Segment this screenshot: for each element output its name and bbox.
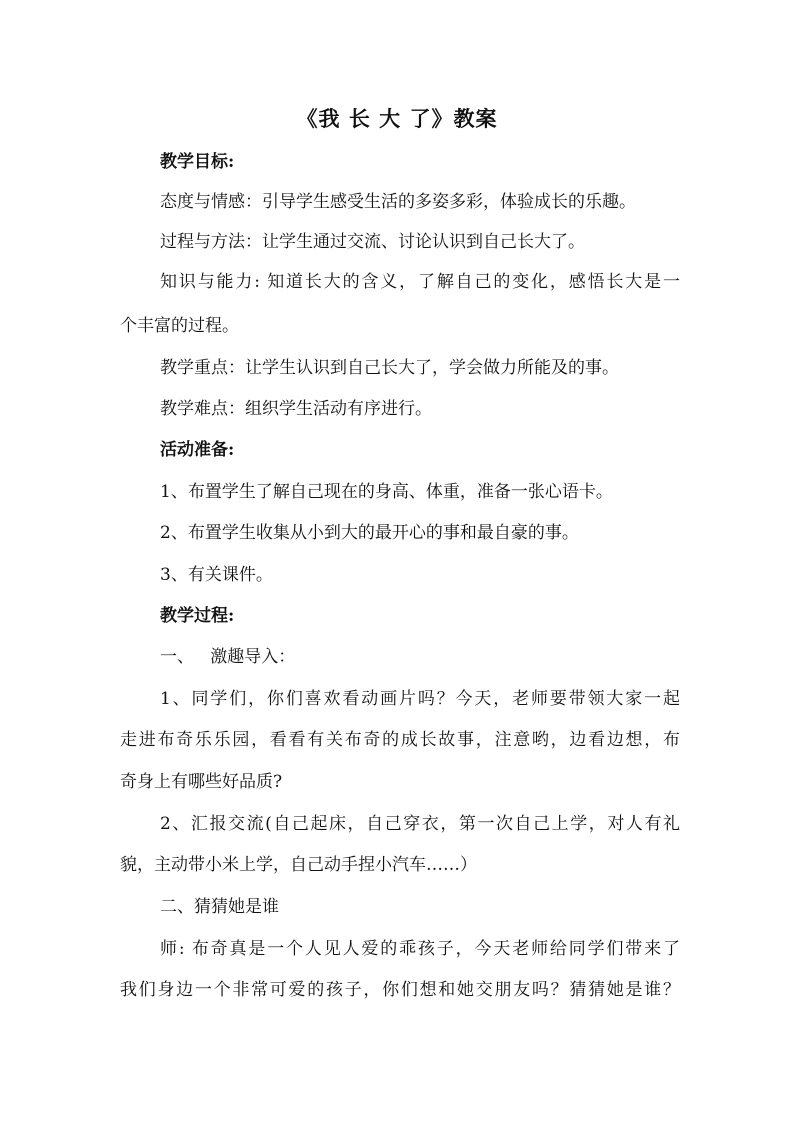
s1-item2-line2: 貌，主动带小米上学，自己动手捏小汽车……） [120,855,477,875]
prep-item: 2、布置学生收集从小到大的最开心的事和最自豪的事。 [160,523,579,543]
s1-item1-line3: 奇身上有哪些好品质? [120,772,283,792]
prep-item: 3、有关课件。 [160,565,273,585]
objectives-heading: 教学目标: [160,152,235,172]
objective-knowledge-line1: 知识与能力: 知道长大的含义，了解自己的变化，感悟长大是一 [160,272,680,292]
s2-para-line2: 我们身边一个非常可爱的孩子，你们想和她交朋友吗？猜猜她是谁？ [120,980,680,1000]
section2-heading: 二、猜猜她是谁 [160,897,279,917]
s1-item2-line1: 2、汇报交流(自己起床，自己穿衣，第一次自己上学，对人有礼 [160,814,680,834]
difficulty: 教学难点：组织学生活动有序进行。 [160,399,432,419]
prep-item: 1、布置学生了解自己现在的身高、体重，准备一张心语卡。 [160,482,613,502]
key-point: 教学重点：让学生认识到自己长大了，学会做力所能及的事。 [160,358,619,378]
page-title: 《我 长 大 了》教案 [296,106,498,131]
s2-para-line1: 师: 布奇真是一个人见人爱的乖孩子，今天老师给同学们带来了 [160,939,680,959]
prep-heading: 活动准备: [160,440,235,460]
process-heading: 教学过程: [160,606,235,626]
objective-attitude: 态度与情感：引导学生感受生活的多姿多彩，体验成长的乐趣。 [160,192,636,212]
objective-process: 过程与方法：让学生通过交流、讨论认识到自己长大了。 [160,232,585,252]
section1-heading: 一、 激趣导入： [160,647,296,667]
s1-item1-line1: 1、同学们，你们喜欢看动画片吗？今天，老师要带领大家一起 [160,689,680,709]
objective-knowledge-line2: 个丰富的过程。 [120,316,239,336]
s1-item1-line2: 走进布奇乐乐园，看看有关布奇的成长故事，注意哟，边看边想，布 [120,730,680,750]
